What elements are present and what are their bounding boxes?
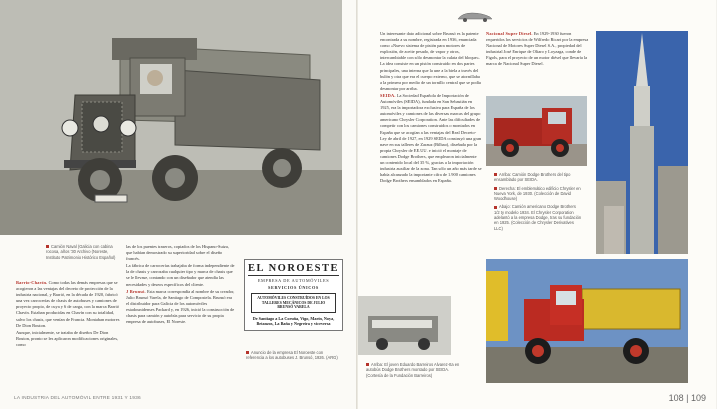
caption-bullet-icon [494,187,497,190]
red-truck-illustration [486,96,587,166]
right-captions: Arriba: Camión Dodge Brothers del tipo ensamblado por SEIDA. Derecha: El emblemático edificio Chrysler en Nueva York, de 1930. (Colección de David Woodhouse) Abajo: Camión americano Dodge Brothers 1/2 ty modelo 1934. El Chrysler Corporation adelantó a la empresa Dodge, tras su fundación en 1925. (Colección de Chrysler Derivatives LLC) [494,172,582,231]
ad-title: EL NOROESTE [248,263,339,274]
barreiros-bus-photo [358,296,451,355]
bus-caption: Arriba: El joven Eduardo Barreiros Alvarez-Ita en autobús Dodge Brothers montado por SEIDA. (Cortesía de la Fundación Barreiros) [366,362,460,378]
col2-text-2: La fábrica de carrocerías trabajaba de forma independiente de la de chasis y carrozaba cualquier tipo y marca de chasis que se le llevase, contando con un diseñador que atendía las necesidades y deseos específicos del cliente. [126,263,235,287]
col2-text-1: las de los puentes traseros, copiados de los Hispano-Suiza, que habían demostrado su superioridad sobre el diseño francés. [126,244,229,262]
section-lead-barrio: Barrio-Chavín. [16,280,48,285]
left-column-2 [126,244,236,326]
dodge-yellow-truck-photo [486,259,688,383]
caption-bullet-icon [366,363,369,366]
bus-illustration [358,296,451,355]
section-lead-seida: SEIDA. [380,92,396,98]
caption-bullet-icon [46,245,49,248]
ad-routes: De Santiago a La Coruña, Vigo, Marín, Noya, Betanzos, La Baña y Negreira y viceversa [252,315,335,326]
truck-caption: Camión Naval (Galicia con cabina rocosa, años '30 Archivo (Noreste, Instituto Patrimonio Histórico Español) [46,244,116,260]
section-lead-super-diesel: Nacional Super Diesel. [486,31,533,36]
caption-bullet-icon [494,173,497,176]
right-column-2 [486,31,590,69]
caption-bullet-icon [494,206,497,209]
brunso-patent-text: Un interesante dato adicional sobre Brunsó es la patente encontrada a su nombre, registrada en 1936, enunciada como «Nuevo sistema de pistón para motores de explosión, de aceite pesado, de vapor y otros, intercambiable con sólo desmontar la culata del bloque». La idea consiste en un pistón construido en dos partes principales, una interna que la une a la biela a través del bulón y otra que era el cuerpo externo, que se atornillaba a la primera por medio de un tornillo central que se podía desmontar por arriba. [380,31,481,91]
caption-bullet-icon [246,351,249,354]
chrysler-building-illustration [596,31,688,254]
super-diesel-text: En 1929-1930 fueron requeridos los servicios de Wilfredo Ricart por la empresa Nacional de Motores Super Diesel S.A., propiedad del industrial José Enrique de Oliaro y Loyzaga, conde de Figols, para el proyecto de un motor diésel que llevaría la marca de Nacional Super Diesel. [486,31,589,67]
barrio-text-2: Aunque, inicialmente, se trataba de diseños De Dion Bouton, pronto se les aplicaron modificaciones originales, como [16,329,119,347]
car-logo-icon [456,10,494,22]
chrysler-building-photo [596,31,688,254]
right-column-1 [380,31,482,185]
old-truck-illustration [0,0,342,235]
ad-service: SERVICIOS ÚNICOS [268,285,319,290]
left-footer: LA INDUSTRIA DEL AUTOMÓVIL ENTRE 1931 Y 1936 [14,396,141,401]
truck-photo [0,0,342,235]
brunso-text: Esta marca correspondía al nombre de su creador, Julio Brunsó Varela, de Santiago de Compostela. Brunsó era el distribuidor para Galicia de los automóviles estadounidenses Packard y, en 1926, inició la construcción de chasis para camión y autobús para servicio de su propia empresa de autobuses, El Noreste. [126,288,235,325]
ad-subtitle: EMPRESA DE AUTOMÓVILES [257,278,330,283]
dodge-red-truck-photo [486,96,587,166]
seida-text: La Sociedad Española de Importación de Automóviles (SEIDA), fundada en San Sebastián en 1925, era la importadora exclusiva para España de los automóviles y camiones de las diversas marcas del grupo americano Chrysler Corporation. Ante las dificultades de competir con los camiones construidos o montados en España que se acogían a las ventajas del Real Decreto-Ley de abril de 1927, en 1929 SEIDA construyó una gran nave en sus talleres de Zarauz (Bilbao), diseñada por la propia Chrysler de EE.UU. e inició el montaje de camiones Dodge Brothers, que emplearon inicialmente un contenido local del 35 %, gracias a la importación industria auxiliar de la zona. Tan sólo un año más tarde se había alcanzado la importante cifra de 1.900 camiones Dodge Brothers ensamblados en España. [380,92,482,184]
ad-box-text: AUTOMÓVILES CONSTRUÍDOS EN LOS TALLERES MECÁNICOS DE JULIO BRUNSÓ VARELA [251,293,336,313]
page-numbers: 108 | 109 [668,393,706,403]
left-column-1 [16,280,123,349]
noroeste-advertisement [244,259,343,331]
ad-caption: Anuncio de la empresa El Noroeste con referencia a los autobuses J. Brunsó, 1926. (ARG) [246,350,338,361]
barrio-text: Como todas las demás empresas que se acogieron a las ventajas del decreto de protección de la industria nacional, y Barrió, en la década de 1920, fabricó una vez carrocerías de chasis de autobuses y camiones de proyecto propio, de cuya y 6 de carga, con la marca Barrió Chavín. Estaban producidas en Chavín con su totalidad, salvo los chasis, que venían de Francia. Montaban motores De Dion Bouton. [16,280,120,328]
right-page [358,0,716,409]
section-lead-brunso: J Brunsó. [126,288,146,294]
left-page [0,0,358,409]
yellow-red-truck-illustration [486,259,688,383]
